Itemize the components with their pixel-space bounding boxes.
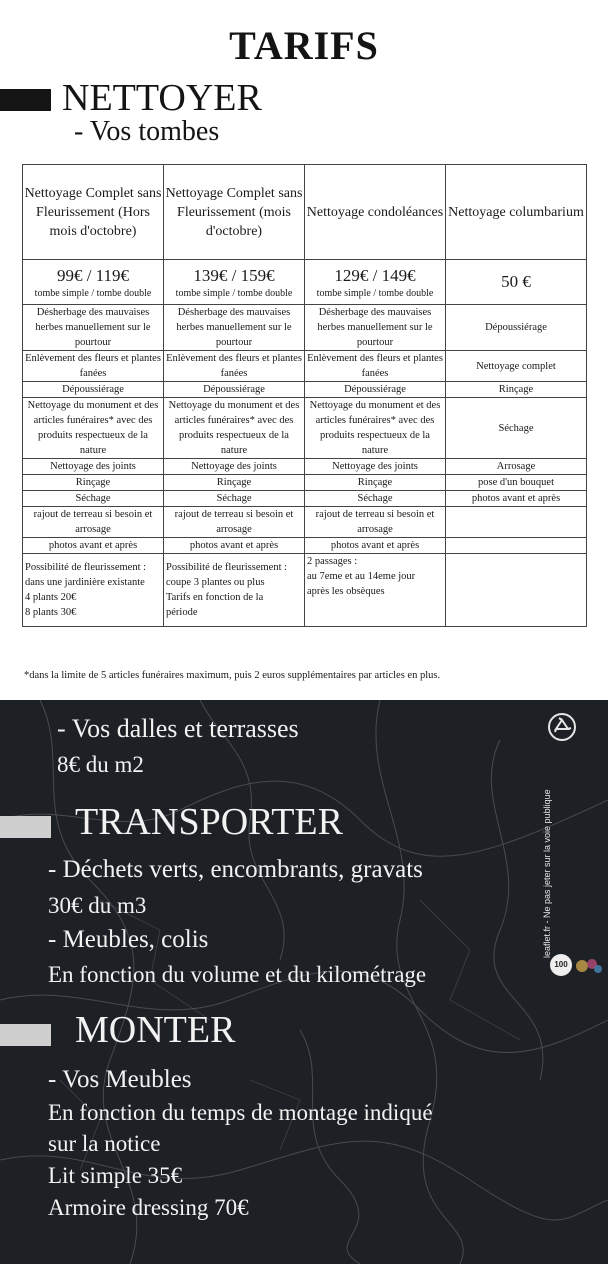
option-line: période [166, 607, 198, 618]
table-header-row [23, 165, 587, 260]
section-bar-monter [0, 1024, 51, 1046]
table-cell: Nettoyage du monument et des articles funéraires* avec des produits respectueux de la nature [305, 398, 446, 459]
table-cell: rajout de terreau si besoin et arrosage [164, 507, 305, 538]
heading-transporter: TRANSPORTER [75, 801, 343, 843]
table-cell: Dépoussiérage [305, 382, 446, 398]
table-cell: photos avant et après [23, 538, 164, 554]
column-header: Nettoyage condoléances [305, 165, 446, 260]
table-cell: Dépoussiérage [164, 382, 305, 398]
table-cell: Désherbage des mauvaises herbes manuellement sur le pourtour [164, 305, 305, 351]
transporter-line: 30€ du m3 [48, 893, 147, 918]
price-value: 50 € [501, 272, 531, 291]
table-cell: Nettoyage complet [446, 351, 587, 382]
table-cell: Rinçage [446, 382, 587, 398]
price-cell [23, 260, 164, 305]
table-cell [446, 538, 587, 554]
table-cell: Séchage [305, 491, 446, 507]
table-row [23, 351, 587, 382]
table-cell: photos avant et après [164, 538, 305, 554]
table-cell: Nettoyage des joints [23, 459, 164, 475]
table-cell: pose d'un bouquet [446, 475, 587, 491]
price-value: 129€ / 149€ [334, 265, 416, 285]
price-sub: tombe simple / tombe double [34, 287, 152, 299]
transporter-line: - Meubles, colis [48, 926, 209, 953]
section-bar-nettoyer [0, 89, 51, 111]
table-row [23, 538, 587, 554]
column-header: Nettoyage columbarium [446, 165, 587, 260]
leaflet-notice: leaflet.fr - Ne pas jeter sur la voie publique [542, 789, 552, 958]
monter-line: Armoire dressing 70€ [48, 1195, 249, 1220]
table-cell: photos avant et après [446, 491, 587, 507]
table-cell: Nettoyage des joints [305, 459, 446, 475]
options-cell [305, 554, 446, 627]
table-row [23, 382, 587, 398]
table-cell: Rinçage [305, 475, 446, 491]
options-cell [164, 554, 305, 627]
recycle-icon [547, 712, 577, 742]
price-value: 139€ / 159€ [193, 265, 275, 285]
table-cell: Nettoyage des joints [164, 459, 305, 475]
option-line: 2 passages : [307, 556, 358, 567]
recycled-badge-icon: 100 [550, 954, 572, 976]
table-cell: Rinçage [164, 475, 305, 491]
table-cell: Désherbage des mauvaises herbes manuellement sur le pourtour [305, 305, 446, 351]
column-header: Nettoyage Complet sans Fleurissement (Hors mois d'octobre) [23, 165, 164, 260]
table-footnote: *dans la limite de 5 articles funéraires maximum, puis 2 euros supplémentaires par articles en plus. [24, 670, 441, 681]
decorative-logo-icon [574, 956, 604, 976]
options-cell [23, 554, 164, 627]
table-row [23, 459, 587, 475]
heading-nettoyer: NETTOYER [62, 77, 262, 119]
table-cell: Nettoyage du monument et des articles funéraires* avec des produits respectueux de la nature [164, 398, 305, 459]
pricing-table [22, 164, 587, 627]
table-cell: photos avant et après [305, 538, 446, 554]
option-line: coupe 3 plantes ou plus [166, 577, 265, 588]
transporter-line: - Déchets verts, encombrants, gravats [48, 856, 423, 883]
monter-line: En fonction du temps de montage indiqué [48, 1100, 433, 1125]
table-cell: Enlèvement des fleurs et plantes fanées [23, 351, 164, 382]
table-cell: Enlèvement des fleurs et plantes fanées [164, 351, 305, 382]
option-line: 8 plants 30€ [25, 607, 77, 618]
price-cell [446, 260, 587, 305]
option-line: Possibilité de fleurissement : [166, 562, 288, 573]
table-cell: rajout de terreau si besoin et arrosage [305, 507, 446, 538]
price-sub: tombe simple / tombe double [175, 287, 293, 299]
option-line: dans une jardinière existante [25, 577, 145, 588]
option-line: au 7eme et au 14eme jour [307, 571, 416, 582]
table-cell: rajout de terreau si besoin et arrosage [23, 507, 164, 538]
table-row [23, 475, 587, 491]
option-line: après les obsèques [307, 586, 385, 597]
table-row [23, 305, 587, 351]
column-header: Nettoyage Complet sans Fleurissement (mois d'octobre) [164, 165, 305, 260]
price-sub: tombe simple / tombe double [316, 287, 434, 299]
options-cell [446, 554, 587, 627]
table-cell: Arrosage [446, 459, 587, 475]
transporter-line: En fonction du volume et du kilométrage [48, 962, 427, 987]
services-panel [0, 700, 608, 1264]
table-row [23, 491, 587, 507]
subheading-tombes: - Vos tombes [74, 116, 220, 147]
table-cell: Séchage [23, 491, 164, 507]
heading-monter: MONTER [75, 1009, 236, 1051]
price-cell [164, 260, 305, 305]
monter-line: sur la notice [48, 1131, 161, 1156]
table-cell: Dépoussiérage [23, 382, 164, 398]
monter-line: - Vos Meubles [48, 1066, 192, 1093]
table-cell: Nettoyage du monument et des articles funéraires* avec des produits respectueux de la nature [23, 398, 164, 459]
table-cell: Enlèvement des fleurs et plantes fanées [305, 351, 446, 382]
table-row [23, 507, 587, 538]
monter-line: Lit simple 35€ [48, 1163, 183, 1188]
dalles-label: - Vos dalles et terrasses [57, 714, 299, 743]
option-line: Possibilité de fleurissement : [25, 562, 147, 573]
dalles-price: 8€ du m2 [57, 752, 144, 777]
table-cell [446, 507, 587, 538]
table-cell: Rinçage [23, 475, 164, 491]
table-cell: Dépoussiérage [446, 305, 587, 351]
option-line: Tarifs en fonction de la [166, 592, 264, 603]
price-value: 99€ / 119€ [56, 265, 130, 285]
options-row [23, 554, 587, 627]
table-cell: Séchage [446, 398, 587, 459]
price-cell [305, 260, 446, 305]
price-row [23, 260, 587, 305]
page-title: TARIFS [229, 23, 379, 68]
table-row [23, 398, 587, 459]
option-line: 4 plants 20€ [25, 592, 77, 603]
section-bar-transporter [0, 816, 51, 838]
table-cell: Désherbage des mauvaises herbes manuellement sur le pourtour [23, 305, 164, 351]
table-cell: Séchage [164, 491, 305, 507]
